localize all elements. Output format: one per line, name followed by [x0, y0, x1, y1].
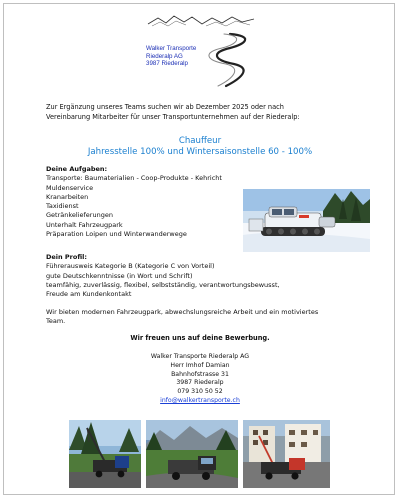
task-item: Taxidienst [46, 202, 79, 211]
job-title: Chauffeur [178, 136, 222, 146]
company-logo [146, 14, 256, 90]
profile-item: Freude am Kundenkontakt [46, 290, 132, 299]
task-item: Transporte: Baumaterialien - Coop-Produkte - Kehricht [46, 174, 222, 183]
village-truck-photo [243, 420, 330, 488]
intro-paragraph [46, 102, 366, 122]
tasks-heading: Deine Aufgaben: [46, 165, 108, 173]
contact-person: Herr Imhof Damian [170, 361, 230, 369]
mountain-vehicle-photo [146, 420, 238, 488]
contact-company: Walker Transporte Riederalp AG [150, 353, 250, 360]
profile-item: teamfähig, zuverlässig, flexibel, selbstständig, verantwortungsbewusst, [46, 280, 280, 289]
contact-email-link[interactable]: info@walkertransporte.ch [160, 396, 240, 404]
job-title-block [40, 136, 360, 157]
profile-item: Führerausweis Kategorie B (Kategorie C von Vorteil) [46, 262, 215, 271]
intro-line: Zur Ergänzung unseres Teams suchen wir ab Dezember 2025 oder nach [46, 103, 284, 111]
logo-text [146, 45, 226, 68]
closing-text: Wir freuen uns auf deine Bewerbung. [130, 334, 270, 342]
task-item: Präparation Loipen und Winterwanderwege [46, 230, 187, 239]
profile-item: gute Deutschkenntnisse (in Wort und Schrift) [46, 271, 193, 280]
intro-line: Vereinbarung Mitarbeiter für unser Transportunternehmen auf der Riederalp: [46, 113, 300, 121]
task-item: Getränkelieferungen [46, 211, 113, 220]
crane-truck-photo [69, 420, 141, 488]
offer-line: Team. [46, 317, 66, 326]
logo-company-line2: Riederalp AG [146, 52, 183, 60]
task-item: Muldenservice [46, 183, 94, 192]
contact-street: Bahnhofstrasse 31 [171, 370, 229, 378]
logo-company-line1: Walker Transporte [146, 45, 197, 52]
offer-line: Wir bieten modernen Fahrzeugpark, abwechslungsreiche Arbeit und ein motiviertes [46, 308, 319, 316]
contact-city: 3987 Riederalp [176, 379, 224, 387]
snowcat-photo [243, 189, 370, 252]
tasks-section [46, 165, 246, 239]
job-subtitle: Jahresstelle 100% und Wintersaisonstelle 60 - 100% [87, 146, 313, 157]
profile-heading: Dein Profil: [46, 253, 88, 261]
task-item: Kranarbeiten [46, 192, 89, 201]
logo-company-line3: 3987 Riederalp [146, 60, 188, 68]
offer-paragraph [46, 308, 366, 327]
profile-section [46, 253, 366, 299]
contact-phone: 079 310 50 52 [177, 388, 223, 396]
task-item: Unterhalt Fahrzeugpark [46, 220, 123, 229]
contact-block [40, 353, 360, 406]
